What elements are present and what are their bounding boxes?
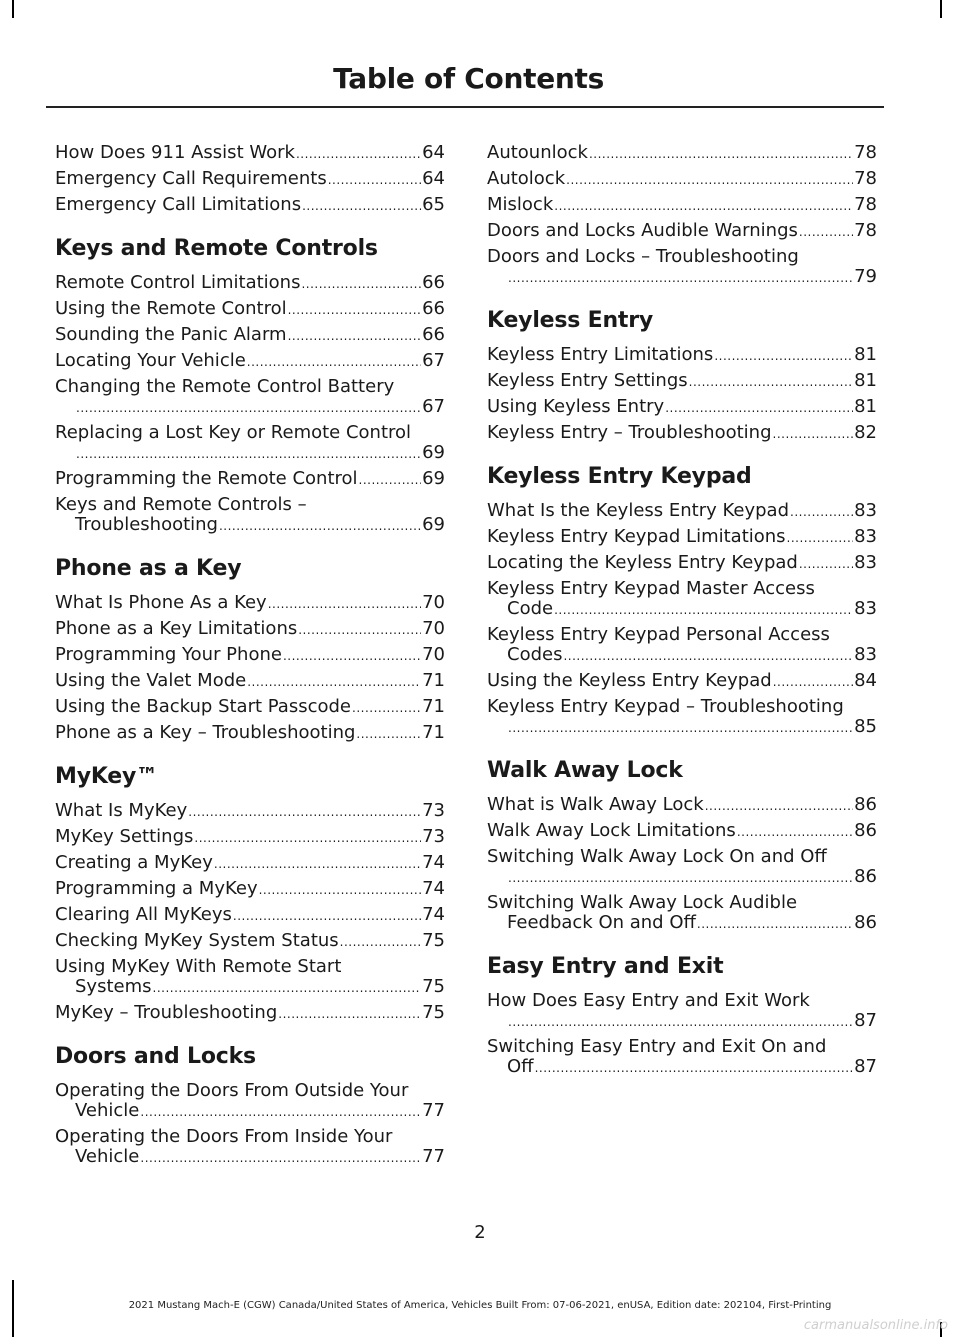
toc-page-number: 71 — [422, 696, 445, 717]
toc-entry[interactable] — [55, 931, 445, 951]
toc-page-number: 78 — [854, 168, 877, 189]
toc-entry-title: Keyless Entry Limitations — [487, 344, 714, 365]
dot-leader — [508, 1013, 853, 1031]
toc-page-number: 81 — [854, 344, 877, 365]
toc-page-number: 69 — [422, 514, 445, 535]
toc-page-number: 64 — [422, 142, 445, 163]
toc-entry[interactable] — [55, 905, 445, 925]
dot-leader — [665, 399, 853, 417]
toc-entry[interactable] — [487, 169, 877, 189]
toc-entry-title: Programming Your Phone — [55, 644, 282, 665]
toc-entry-title: Clearing All MyKeys — [55, 904, 232, 925]
toc-entry-title: Using Keyless Entry — [487, 396, 665, 417]
dot-leader — [508, 269, 853, 287]
dot-leader — [268, 595, 421, 613]
toc-entry[interactable] — [487, 397, 877, 417]
toc-entry[interactable] — [55, 273, 445, 293]
dot-leader — [259, 881, 421, 899]
toc-entry-title: Remote Control Limitations — [55, 272, 301, 293]
dot-leader — [714, 347, 853, 365]
toc-entry-title: Emergency Call Limitations — [55, 194, 302, 215]
toc-entry[interactable] — [55, 299, 445, 319]
toc-entry-title: Doors and Locks – Troubleshooting — [487, 246, 799, 267]
toc-entry[interactable] — [487, 501, 877, 521]
toc-page-number: 74 — [422, 878, 445, 899]
toc-page-number: 64 — [422, 168, 445, 189]
dot-leader — [278, 1005, 421, 1023]
toc-page-number: 69 — [422, 468, 445, 489]
toc-entry-title: Walk Away Lock Limitations — [487, 820, 736, 841]
toc-entry[interactable] — [487, 423, 877, 443]
toc-page-number: 87 — [854, 1056, 877, 1077]
toc-page-number: 66 — [422, 298, 445, 319]
toc-page-number: 78 — [854, 142, 877, 163]
section-heading[interactable]: Keyless Entry — [487, 308, 654, 333]
dot-leader — [219, 517, 421, 535]
dot-leader — [288, 327, 422, 345]
toc-entry-title: Creating a MyKey — [55, 852, 213, 873]
toc-page-number: 86 — [854, 866, 877, 887]
dot-leader — [298, 621, 421, 639]
toc-page-number: 83 — [854, 598, 877, 619]
toc-entry[interactable] — [55, 723, 445, 743]
toc-entry[interactable] — [487, 1037, 877, 1077]
toc-entry[interactable] — [487, 893, 877, 933]
toc-entry[interactable] — [55, 853, 445, 873]
toc-entry[interactable] — [55, 351, 445, 371]
section-heading[interactable]: Easy Entry and Exit — [487, 954, 724, 979]
toc-entry[interactable] — [55, 377, 445, 417]
dot-leader — [76, 445, 421, 463]
dot-leader — [359, 471, 422, 489]
toc-entry-title: Keyless Entry Keypad Personal Access — [487, 624, 830, 645]
toc-entry[interactable] — [55, 195, 445, 215]
toc-page-number: 83 — [854, 644, 877, 665]
dot-leader — [283, 647, 421, 665]
section-heading[interactable]: Keys and Remote Controls — [55, 236, 378, 261]
toc-page-number: 85 — [854, 716, 877, 737]
toc-page-number: 87 — [854, 1010, 877, 1031]
dot-leader — [563, 647, 853, 665]
toc-entry-title: Operating the Doors From Outside Your — [55, 1080, 409, 1101]
toc-entry-title: Changing the Remote Control Battery — [55, 376, 395, 397]
toc-page-number: 66 — [422, 272, 445, 293]
dot-leader — [302, 197, 421, 215]
dot-leader — [790, 503, 853, 521]
toc-left-column — [55, 143, 445, 1173]
footer-text: 2021 Mustang Mach-E (CGW) Canada/United States of America, Vehicles Built From: 07-06-2021, enUSA, Edition date: 202104, First-Printing — [128, 1300, 832, 1311]
dot-leader — [535, 1059, 854, 1077]
dot-leader — [153, 979, 422, 997]
toc-entry-title-cont: Vehicle — [75, 1146, 140, 1167]
toc-entry-title: What Is the Keyless Entry Keypad — [487, 500, 790, 521]
toc-entry[interactable] — [487, 625, 877, 665]
dot-leader — [247, 353, 421, 371]
crop-mark-top-left — [12, 0, 14, 18]
toc-page-number: 69 — [422, 442, 445, 463]
toc-entry[interactable] — [55, 1081, 445, 1121]
dot-leader — [589, 145, 853, 163]
dot-leader — [554, 197, 853, 215]
crop-mark-top-right — [940, 0, 942, 18]
toc-page-number: 73 — [422, 826, 445, 847]
toc-entry[interactable] — [487, 371, 877, 391]
toc-page-number: 86 — [854, 794, 877, 815]
toc-entry-title: Mislock — [487, 194, 554, 215]
toc-entry[interactable] — [487, 821, 877, 841]
toc-entry-title: Operating the Doors From Inside Your — [55, 1126, 393, 1147]
toc-entry[interactable] — [55, 325, 445, 345]
toc-page-number: 81 — [854, 370, 877, 391]
page-number: 2 — [474, 1222, 486, 1243]
toc-entry[interactable] — [55, 469, 445, 489]
dot-leader — [301, 275, 421, 293]
dot-leader — [705, 797, 853, 815]
toc-page-number: 70 — [422, 592, 445, 613]
toc-entry[interactable] — [487, 697, 877, 737]
title-divider — [46, 106, 884, 108]
dot-leader — [773, 425, 854, 443]
dot-leader — [799, 555, 853, 573]
toc-entry-title: Programming the Remote Control — [55, 468, 358, 489]
toc-entry[interactable] — [55, 1003, 445, 1023]
toc-page-number: 83 — [854, 500, 877, 521]
dot-leader — [508, 719, 853, 737]
toc-entry[interactable] — [55, 697, 445, 717]
toc-entry[interactable] — [487, 221, 877, 241]
toc-entry-title: What Is Phone As a Key — [55, 592, 267, 613]
toc-page-number: 83 — [854, 526, 877, 547]
toc-entry[interactable] — [55, 619, 445, 639]
dot-leader — [340, 933, 421, 951]
toc-entry-title: Replacing a Lost Key or Remote Control — [55, 422, 412, 443]
toc-entry-title-cont: Feedback On and Off — [507, 912, 696, 933]
toc-entry[interactable] — [487, 671, 877, 691]
toc-entry-title: Sounding the Panic Alarm — [55, 324, 287, 345]
toc-entry-title: Keys and Remote Controls – — [55, 494, 307, 515]
toc-entry-title: Switching Easy Entry and Exit On and — [487, 1036, 827, 1057]
toc-entry[interactable] — [487, 195, 877, 215]
dot-leader — [773, 673, 853, 691]
dot-leader — [356, 725, 421, 743]
toc-entry-title: What is Walk Away Lock — [487, 794, 704, 815]
toc-entry-title: Autolock — [487, 168, 566, 189]
toc-entry[interactable] — [55, 593, 445, 613]
toc-page-number: 83 — [854, 552, 877, 573]
toc-page-number: 65 — [422, 194, 445, 215]
section-heading[interactable]: Walk Away Lock — [487, 758, 683, 783]
toc-entry-title: Doors and Locks Audible Warnings — [487, 220, 798, 241]
dot-leader — [352, 699, 421, 717]
watermark: carmanualsonline.info — [803, 1318, 948, 1333]
dot-leader — [328, 171, 421, 189]
dot-leader — [288, 301, 421, 319]
toc-entry-title: Checking MyKey System Status — [55, 930, 339, 951]
dot-leader — [508, 869, 853, 887]
toc-page-number: 75 — [422, 1002, 445, 1023]
toc-entry[interactable] — [55, 879, 445, 899]
toc-entry-title: Keyless Entry Keypad Limitations — [487, 526, 786, 547]
toc-page-number: 77 — [422, 1100, 445, 1121]
toc-page-number: 79 — [854, 266, 877, 287]
toc-entry-title: Using the Backup Start Passcode — [55, 696, 352, 717]
dot-leader — [737, 823, 853, 841]
toc-entry[interactable] — [55, 671, 445, 691]
toc-entry-title: Using MyKey With Remote Start — [55, 956, 342, 977]
toc-page-number: 66 — [422, 324, 445, 345]
toc-entry[interactable] — [55, 645, 445, 665]
section-heading[interactable]: Keyless Entry Keypad — [487, 464, 752, 489]
toc-entry-title: Keyless Entry Keypad Master Access — [487, 578, 815, 599]
toc-entry[interactable] — [55, 1127, 445, 1167]
toc-entry[interactable] — [55, 169, 445, 189]
toc-entry[interactable] — [487, 247, 877, 287]
toc-page-number: 84 — [854, 670, 877, 691]
dot-leader — [296, 145, 421, 163]
dot-leader — [194, 829, 421, 847]
toc-entry[interactable] — [55, 143, 445, 163]
toc-page-number: 75 — [422, 976, 445, 997]
toc-entry[interactable] — [55, 801, 445, 821]
toc-entry-title-cont: Off — [507, 1056, 534, 1077]
toc-entry[interactable] — [487, 795, 877, 815]
toc-page-number: 77 — [422, 1146, 445, 1167]
toc-entry-title-cont: Systems — [75, 976, 152, 997]
toc-entry[interactable] — [487, 553, 877, 573]
dot-leader — [140, 1149, 421, 1167]
toc-entry-title-cont: Codes — [507, 644, 563, 665]
toc-entry-title: Autounlock — [487, 142, 588, 163]
toc-entry[interactable] — [487, 345, 877, 365]
section-heading[interactable]: MyKey™ — [55, 764, 158, 789]
toc-entry-title: Phone as a Key Limitations — [55, 618, 298, 639]
dot-leader — [233, 907, 421, 925]
toc-page-number: 73 — [422, 800, 445, 821]
dot-leader — [799, 223, 853, 241]
toc-page-number: 82 — [854, 422, 877, 443]
toc-page-number: 70 — [422, 618, 445, 639]
section-heading[interactable]: Phone as a Key — [55, 556, 242, 581]
dot-leader — [566, 171, 853, 189]
toc-entry[interactable] — [487, 143, 877, 163]
toc-page-number: 67 — [422, 396, 445, 417]
toc-page-number: 71 — [422, 670, 445, 691]
dot-leader — [76, 399, 421, 417]
toc-page-number: 75 — [422, 930, 445, 951]
toc-entry-title: Locating the Keyless Entry Keypad — [487, 552, 798, 573]
toc-entry-title: MyKey Settings — [55, 826, 194, 847]
toc-entry-title: Using the Keyless Entry Keypad — [487, 670, 772, 691]
toc-page-number: 74 — [422, 904, 445, 925]
toc-entry[interactable] — [55, 495, 445, 535]
toc-entry[interactable] — [55, 957, 445, 997]
toc-entry-title: Phone as a Key – Troubleshooting — [55, 722, 356, 743]
toc-page-number: 71 — [422, 722, 445, 743]
dot-leader — [247, 673, 421, 691]
toc-entry[interactable] — [487, 847, 877, 887]
dot-leader — [214, 855, 421, 873]
toc-page-number: 70 — [422, 644, 445, 665]
toc-entry-title-cont: Code — [507, 598, 554, 619]
dot-leader — [787, 529, 854, 547]
toc-entry[interactable] — [55, 423, 445, 463]
dot-leader — [140, 1103, 421, 1121]
toc-page-number: 86 — [854, 820, 877, 841]
toc-entry[interactable] — [487, 991, 877, 1031]
dot-leader — [689, 373, 853, 391]
toc-entry-title-cont: Vehicle — [75, 1100, 140, 1121]
toc-entry-title: How Does 911 Assist Work — [55, 142, 295, 163]
page-title: Table of Contents — [333, 62, 604, 95]
toc-page-number: 86 — [854, 912, 877, 933]
section-heading[interactable]: Doors and Locks — [55, 1044, 256, 1069]
toc-page-number: 67 — [422, 350, 445, 371]
toc-entry-title: Using the Valet Mode — [55, 670, 247, 691]
toc-entry-title: Keyless Entry Settings — [487, 370, 688, 391]
dot-leader — [697, 915, 853, 933]
toc-entry-title: Locating Your Vehicle — [55, 350, 246, 371]
toc-entry-title: How Does Easy Entry and Exit Work — [487, 990, 810, 1011]
toc-entry-title: Using the Remote Control — [55, 298, 287, 319]
toc-page-number: 74 — [422, 852, 445, 873]
toc-entry-title: MyKey – Troubleshooting — [55, 1002, 278, 1023]
toc-page-number: 78 — [854, 194, 877, 215]
toc-entry-title: Switching Walk Away Lock On and Off — [487, 846, 827, 867]
toc-entry-title-cont: Troubleshooting — [75, 514, 218, 535]
toc-right-column — [487, 143, 877, 1083]
toc-entry[interactable] — [55, 827, 445, 847]
toc-entry[interactable] — [487, 527, 877, 547]
toc-page-number: 81 — [854, 396, 877, 417]
toc-entry-title: Keyless Entry Keypad – Troubleshooting — [487, 696, 844, 717]
toc-entry-title: What Is MyKey — [55, 800, 188, 821]
toc-entry[interactable] — [487, 579, 877, 619]
dot-leader — [554, 601, 853, 619]
toc-entry-title: Switching Walk Away Lock Audible — [487, 892, 798, 913]
toc-entry-title: Programming a MyKey — [55, 878, 258, 899]
toc-page-number: 78 — [854, 220, 877, 241]
toc-entry-title: Emergency Call Requirements — [55, 168, 327, 189]
dot-leader — [188, 803, 421, 821]
toc-entry-title: Keyless Entry – Troubleshooting — [487, 422, 772, 443]
